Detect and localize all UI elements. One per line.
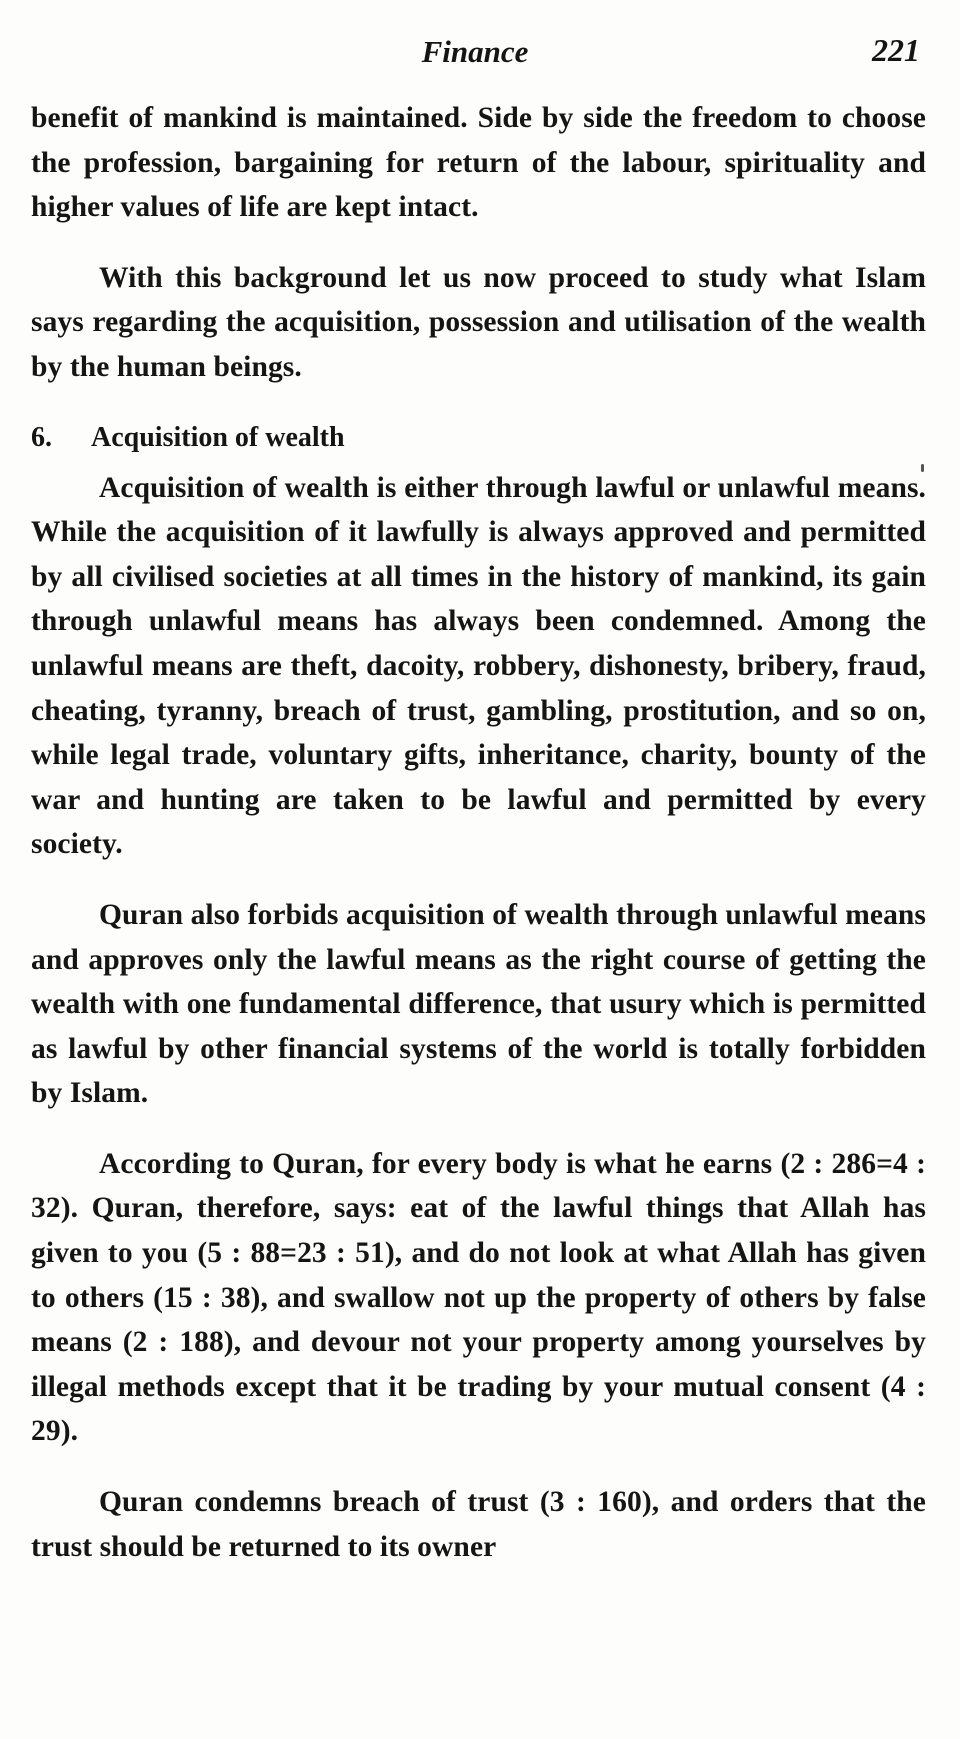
paragraph-breach-of-trust: Quran condemns breach of trust (3 : 160), and orders that the trust should be returned to its owner — [31, 1486, 926, 1563]
paragraph-background: With this background let us now proceed to study what Islam says regarding the acquisition, possession and utilisation of the wealth by the human beings. — [31, 261, 926, 383]
paragraph-continuation: benefit of mankind is maintained. Side by side the freedom to choose the profession, bargaining for return of the labour, spirituality and higher values of life are kept intact. — [31, 102, 926, 224]
running-title: Finance — [421, 34, 529, 69]
print-speck — [921, 464, 924, 472]
body-text — [31, 96, 926, 1595]
paragraph-according-to-quran: According to Quran, for every body is what he earns (2 : 286=4 : 32). Quran, therefore, says: eat of the lawful things that Allah has given to you (5 : 88=23 : 51), and do not look at what Allah has given to others (15 : 38), and swallow not up the property of others by false means (2 : 188), and devour not your property among yourselves by illegal methods except that it be trading by your mutual consent (4 : 29). — [31, 1147, 926, 1448]
paragraph-quran-forbids: Quran also forbids acquisition of wealth through unlawful means and approves only the lawful means as the right course of getting the wealth with one fundamental difference, that usury which is permitted as lawful by other financial systems of the world is totally forbidden by Islam. — [31, 898, 926, 1110]
page-number: 221 — [872, 32, 920, 68]
section-number: 6. — [31, 421, 52, 453]
paragraph-acquisition-means: Acquisition of wealth is either through lawful or unlawful means. While the acquisition of it lawfully is always approved and permitted by all civilised societies at all times in the history of mankind, its gain through unlawful means has always been condemned. Among the unlawful means are theft, dacoity, robbery, dishonesty, bribery, fraud, cheating, tyranny, breach of trust, gambling, prostitution, and so on, while legal trade, voluntary gifts, inheritance, charity, bounty of the war and hunting are taken to be lawful and permitted by every society. — [31, 471, 926, 861]
section-heading — [31, 416, 926, 460]
running-header — [30, 28, 920, 78]
section-title: Acquisition of wealth — [91, 421, 345, 453]
